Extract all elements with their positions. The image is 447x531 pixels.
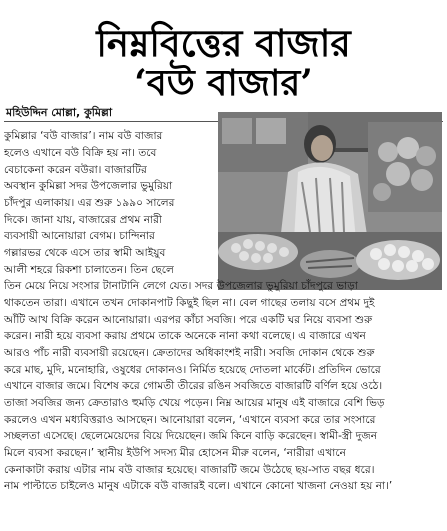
article-line: করলেও এখন মধ্যবিত্তরাও আসছেন। আনোয়ারা বলেন, ‘এখানে ব্যবসা করে তার সংসারে xyxy=(4,414,376,426)
article-line: সচ্ছলতা এসেছে। ছেলেমেয়েদের বিয়ে দিয়েছেন। জমি কিনে বাড়ি করেছেন। স্বামী-স্ত্রী দুজন xyxy=(4,430,378,442)
article-line: কেনাকাটা করায় এটার নাম বউ বাজার হয়েছে। বাজারটি জমে উঠেছে ছয়-সাত বছর ধরে। xyxy=(4,464,375,476)
article-line: ব্যবসায়ী আনোয়ারা বেগম। চান্দিনার xyxy=(4,230,155,242)
headline-line-2: ‘বউ বাজার’ xyxy=(134,62,313,104)
article-line: গল্লারভর থেকে এসে তার স্বামী আইয়ুব xyxy=(4,247,166,259)
article-line: কুমিল্লার ‘বউ বাজার’। নাম বউ বাজার xyxy=(4,130,163,142)
article-line: এখানে বাজার জমে। বিশেষ করে গোমতী তীরের রঙিন সবজিতে বাজারটি বর্ণিল হয়ে ওঠে। xyxy=(4,380,383,392)
article-line: আলী শহরে রিকশা চালাতেন। তিন ছেলে xyxy=(4,264,174,276)
byline: মহিউদ্দিন মোল্লা, কুমিল্লা xyxy=(6,106,113,119)
article-line: বেচাকেনা করেন বউরা। বাজারটির xyxy=(4,164,147,176)
article-line: করে মাছ, মুদি, মনোহারি, ওষুধের দোকানও। নির্মিত হয়েছে দোতলা মার্কেট। প্রতিদিন ভোরে xyxy=(4,364,381,376)
article-line: তাজা সবজির জন্য ক্রেতারাও হুমড়ি খেয়ে পড়েন। নিম্ন আয়ের মানুষ এই বাজারে বেশি ভিড় xyxy=(4,397,385,409)
market-vendor-photo xyxy=(218,112,442,290)
article-line: চাঁদপুর এলাকায়। এর শুরু ১৯৯০ সালের xyxy=(4,197,175,209)
article-line: মিলে ব্যবসা করছেন।’ স্থানীয় ইউপি সদস্য মীর হোসেন মীরু বলেন, ‘নারীরা এখানে xyxy=(4,447,346,459)
article-line: অবস্থান কুমিল্লা সদর উপজেলার ভুমুরিয়া xyxy=(4,180,173,192)
article-line: হলেও এখানে বউ বিক্রি হয় না। তবে xyxy=(4,147,157,159)
article-line: থাকতেন তারা। এখানে তখন দোকানপাট কিছুই ছিল না। বেল গাছের তলায় বসে প্রথম দুই xyxy=(4,297,375,309)
article-line: করেন। নারী হয়ে ব্যবসা করায় প্রথমে তাকে অনেকে নানা কথা বলেছে। এ বাজারে এখন xyxy=(4,330,366,342)
article-line: আরও পাঁচ নারী ব্যবসায়ী রয়েছেন। ক্রেতাদের অধিকাংশই নারী। সবজি দোকান থেকে শুরু xyxy=(4,347,375,359)
article-line: আঁটি আখ বিক্রি করেন আনোয়ারা। এরপর কাঁচা সবজি। পরে একটি ঘর নিয়ে ব্যবসা শুরু xyxy=(4,314,373,326)
article-line: নাম পাল্টাতে চাইলেও মানুষ এটাকে বউ বাজারই বলে। এখানে কোনো খাজনা নেওয়া হয় না।’ xyxy=(4,480,393,492)
article-line: তিন মেয়ে নিয়ে সংসার টানাটানি লেগে যেত। সদর উপজেলার ভুমুরিয়া চাঁদপুরে ভাড়া xyxy=(4,280,358,292)
article-line: দিকে। জানা যায়, বাজারের প্রথম নারী xyxy=(4,214,162,226)
headline-line-1: নিম্নবিত্তের বাজার xyxy=(96,21,351,65)
